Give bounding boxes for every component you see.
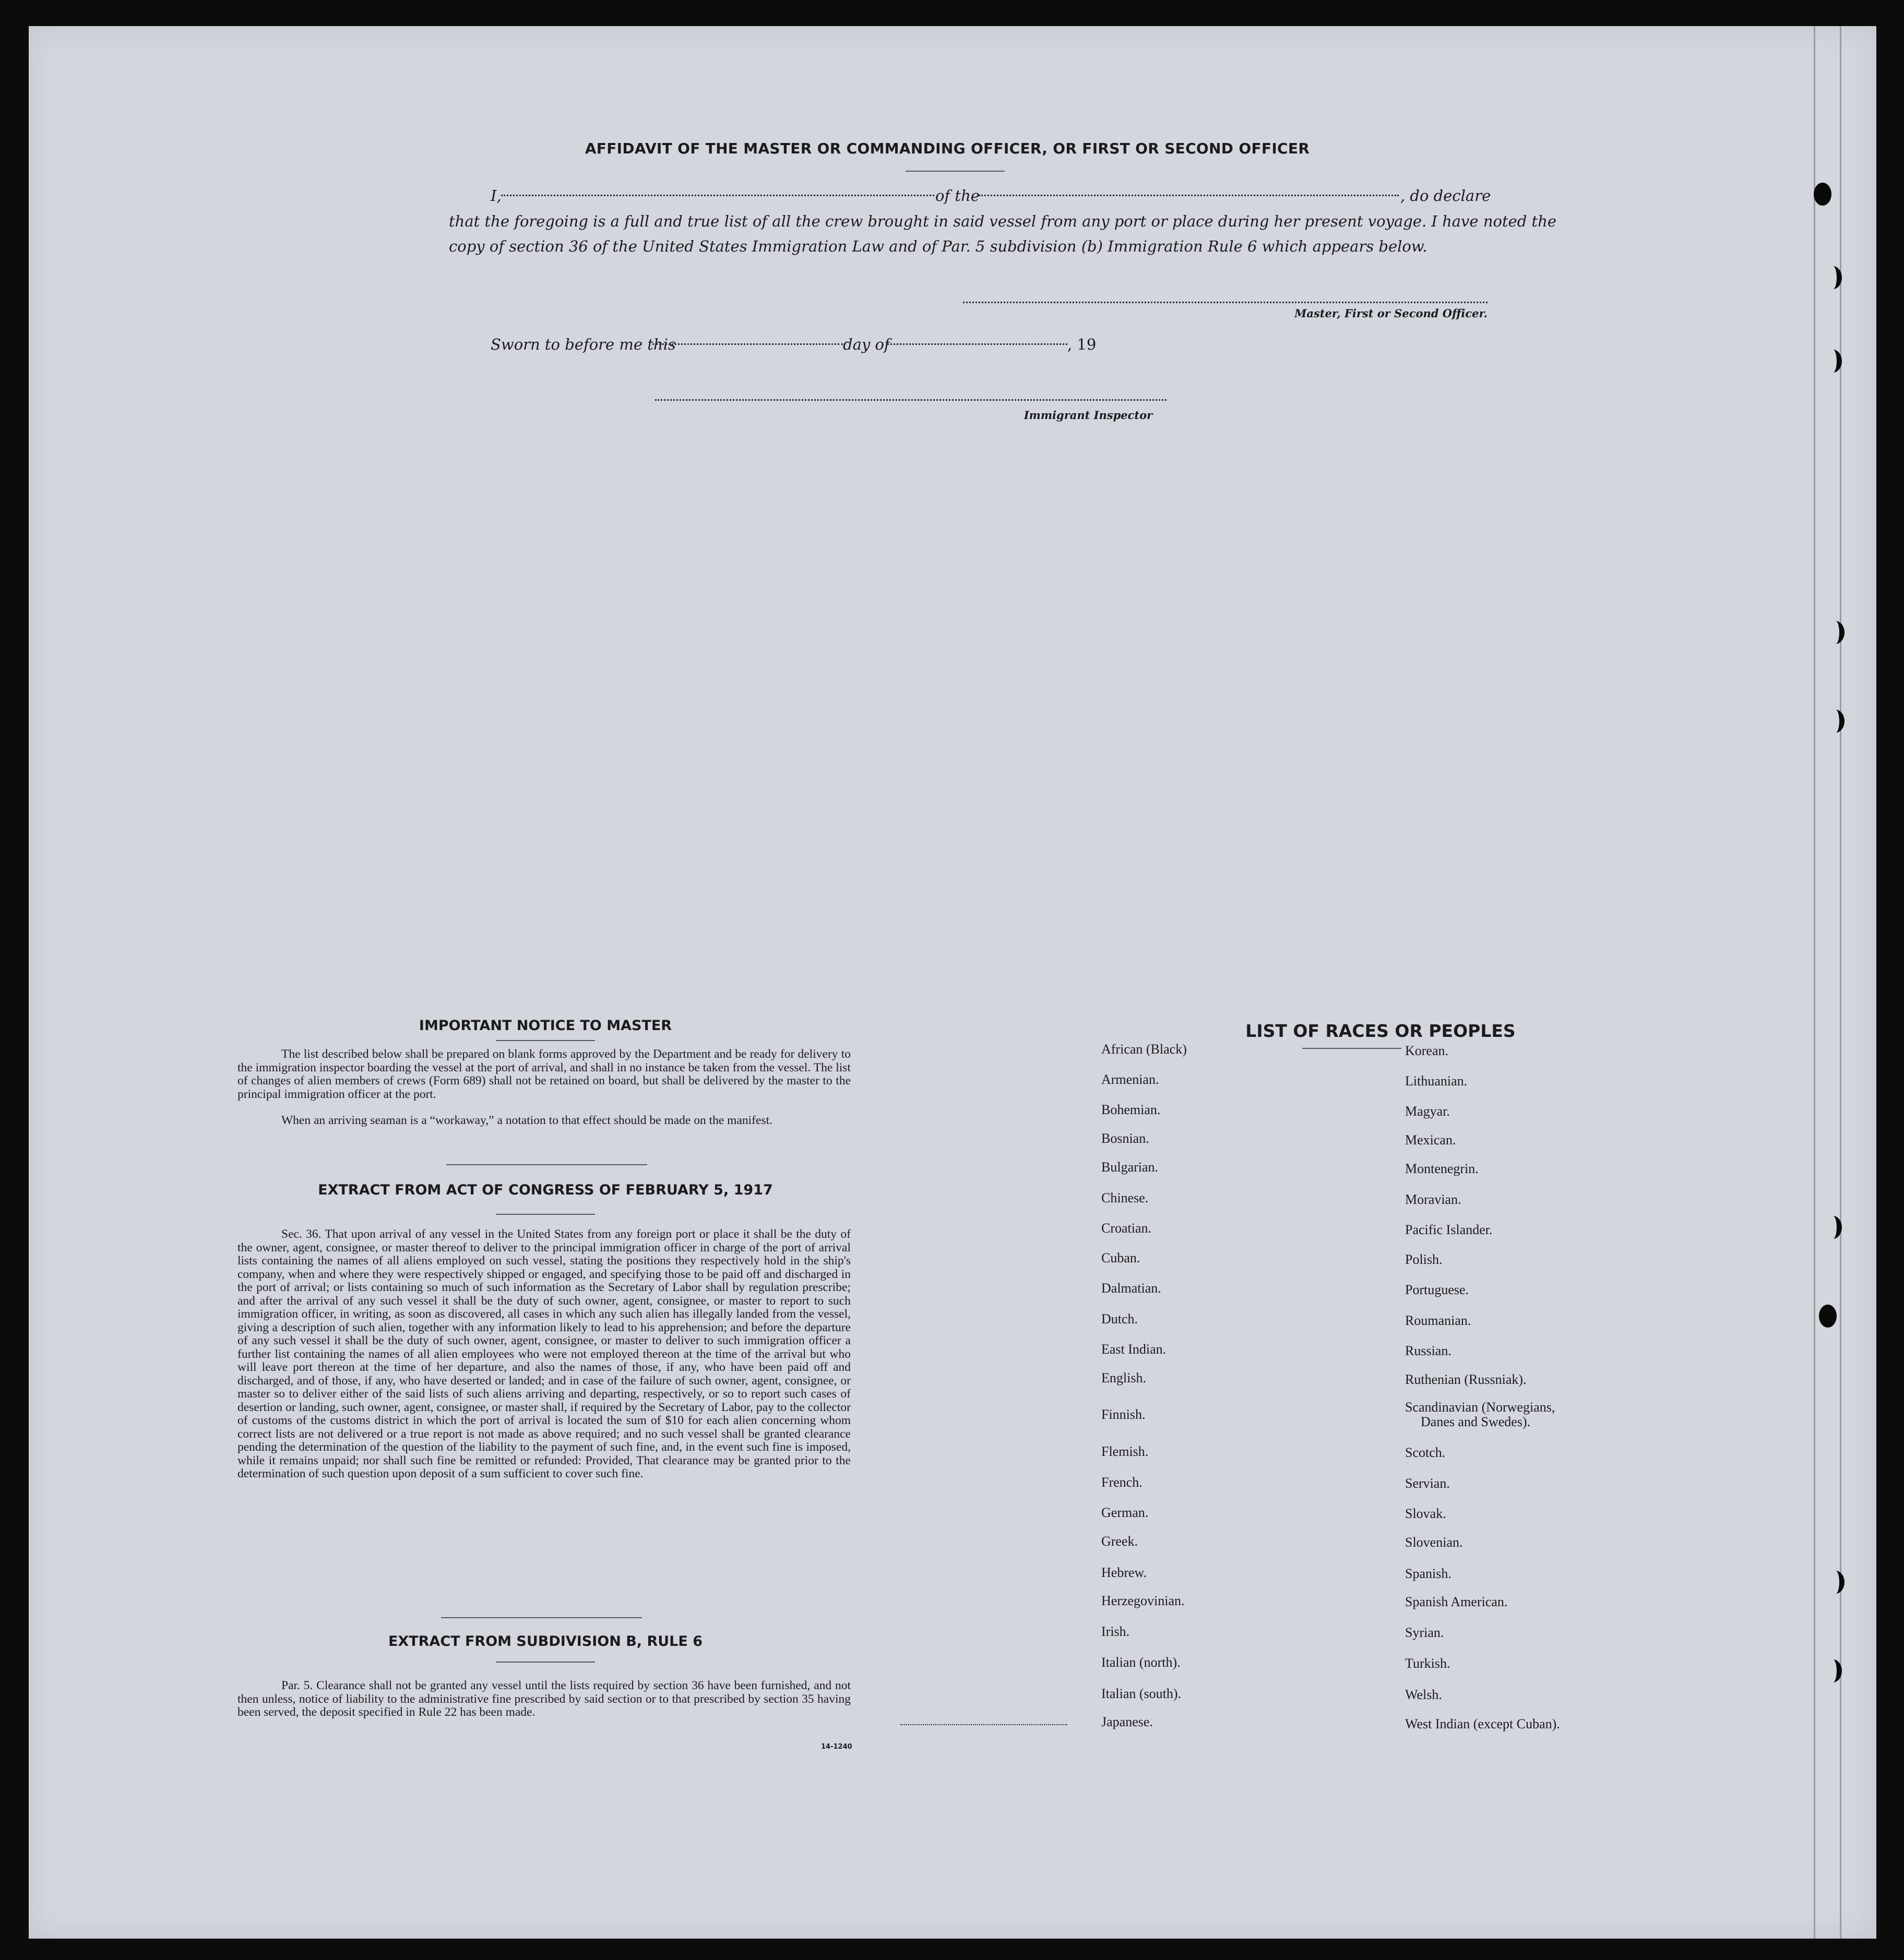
officer-name-field[interactable] bbox=[501, 195, 934, 196]
race-item: Syrian. bbox=[1405, 1625, 1444, 1640]
affidavit-declare-label: , do declare bbox=[1400, 187, 1491, 205]
binder-hole bbox=[1819, 1305, 1837, 1328]
title-divider bbox=[496, 1662, 595, 1663]
vessel-name-field[interactable] bbox=[979, 195, 1399, 196]
race-item: Hebrew. bbox=[1101, 1565, 1147, 1580]
race-item: Cuban. bbox=[1101, 1250, 1140, 1265]
binder-hole bbox=[1824, 266, 1842, 289]
page-edge-line bbox=[1814, 26, 1815, 1939]
notice-paragraph: The list described below shall be prepared on blank forms approved by the Department and be ready for delivery to the immigration inspector boarding the vessel at the port of arrival, and shall in no instance be taken from the vessel. The list of changes of alien members of crews (Form 689) shall not be retained on board, but shall be delivered by the master to the principal immigration officer at the port. bbox=[237, 1047, 851, 1101]
binder-hole bbox=[1827, 1571, 1844, 1594]
race-item: Russian. bbox=[1405, 1343, 1451, 1358]
race-item: Bohemian. bbox=[1101, 1102, 1161, 1117]
section-divider bbox=[446, 1164, 647, 1165]
race-item: Italian (north). bbox=[1101, 1655, 1181, 1670]
master-signature-field[interactable] bbox=[963, 302, 1487, 303]
form-number: 14-1240 bbox=[821, 1743, 852, 1751]
race-item: Finnish. bbox=[1101, 1407, 1146, 1422]
title-divider bbox=[1302, 1048, 1401, 1049]
title-divider bbox=[906, 171, 1005, 172]
race-item: Dalmatian. bbox=[1101, 1281, 1161, 1296]
day-of-label: day of bbox=[843, 336, 890, 353]
race-item: Greek. bbox=[1101, 1534, 1138, 1549]
race-item: Slovenian. bbox=[1405, 1535, 1463, 1550]
race-item: Ruthenian (Russniak). bbox=[1405, 1372, 1527, 1387]
binder-hole bbox=[1814, 183, 1831, 206]
race-item: Italian (south). bbox=[1101, 1686, 1182, 1701]
race-item: German. bbox=[1101, 1505, 1149, 1520]
act-extract-title: EXTRACT FROM ACT OF CONGRESS OF FEBRUARY 5, 1917 bbox=[318, 1182, 773, 1198]
race-item: Turkish. bbox=[1405, 1656, 1450, 1671]
race-item: Chinese. bbox=[1101, 1190, 1149, 1205]
race-item: Lithuanian. bbox=[1405, 1073, 1468, 1089]
dotted-leader bbox=[900, 1724, 1067, 1725]
affidavit-of-the-label: of the bbox=[935, 187, 980, 205]
manifest-page bbox=[29, 26, 1876, 1939]
inspector-signature-field[interactable] bbox=[655, 399, 1167, 401]
race-item: Bulgarian. bbox=[1101, 1160, 1159, 1175]
section-divider bbox=[441, 1617, 642, 1618]
race-item: Armenian. bbox=[1101, 1072, 1159, 1087]
binder-hole bbox=[1824, 1659, 1842, 1682]
race-item: Irish. bbox=[1101, 1624, 1130, 1639]
affidavit-statement-line: that the foregoing is a full and true list of all the crew brought in said vessel from any port or place during her present voyage. I have noted the bbox=[449, 212, 1557, 230]
notice-title: IMPORTANT NOTICE TO MASTER bbox=[419, 1018, 672, 1034]
race-item: Flemish. bbox=[1101, 1444, 1149, 1459]
page-edge-line bbox=[1840, 26, 1841, 1939]
race-item: Herzegovinian. bbox=[1101, 1593, 1185, 1608]
binder-hole bbox=[1824, 1216, 1842, 1239]
race-item: Montenegrin. bbox=[1405, 1161, 1479, 1176]
title-divider bbox=[496, 1214, 595, 1215]
race-item: Servian. bbox=[1405, 1476, 1450, 1491]
binder-hole bbox=[1827, 710, 1844, 733]
race-item: African (Black) bbox=[1101, 1042, 1187, 1057]
race-item: Bosnian. bbox=[1101, 1131, 1149, 1146]
race-item: Welsh. bbox=[1405, 1687, 1442, 1702]
race-item: Pacific Islander. bbox=[1405, 1222, 1493, 1237]
title-divider bbox=[496, 1040, 595, 1041]
race-item: Slovak. bbox=[1405, 1506, 1446, 1521]
race-item: Spanish. bbox=[1405, 1566, 1451, 1581]
race-item: West Indian (except Cuban). bbox=[1405, 1716, 1560, 1731]
notice-paragraph: When an arriving seaman is a “workaway,” a notation to that effect should be made on the manifest. bbox=[281, 1114, 772, 1127]
race-item: Korean. bbox=[1405, 1043, 1449, 1058]
year-label: , 19 bbox=[1067, 336, 1097, 353]
sworn-month-field[interactable] bbox=[887, 343, 1067, 345]
race-item: French. bbox=[1101, 1475, 1143, 1490]
affidavit-statement-line: copy of section 36 of the United States Immigration Law and of Par. 5 subdivision (b) Immigration Rule 6 which appears below. bbox=[449, 237, 1427, 255]
rule-extract-text: Par. 5. Clearance shall not be granted any vessel until the lists required by section 36 have been furnished, and not then unless, notice of liability to the administrative fine prescribed by said section or to that prescribed by section 35 having been served, the deposit specified in Rule 22 has been made. bbox=[237, 1679, 851, 1719]
race-item: Roumanian. bbox=[1405, 1313, 1471, 1328]
races-title: LIST OF RACES OR PEOPLES bbox=[1245, 1021, 1516, 1041]
sworn-label: Sworn to before me this bbox=[491, 336, 676, 353]
race-item: Scandinavian (Norwegians, bbox=[1405, 1400, 1555, 1415]
rule-extract-title: EXTRACT FROM SUBDIVISION B, RULE 6 bbox=[388, 1633, 703, 1650]
race-item: Danes and Swedes). bbox=[1421, 1414, 1531, 1429]
race-item: East Indian. bbox=[1101, 1342, 1167, 1357]
race-item: Dutch. bbox=[1101, 1311, 1138, 1326]
race-item: Croatian. bbox=[1101, 1221, 1152, 1236]
race-item: Mexican. bbox=[1405, 1132, 1456, 1148]
binder-hole bbox=[1827, 621, 1844, 644]
race-item: Scotch. bbox=[1405, 1445, 1446, 1460]
sworn-day-field[interactable] bbox=[652, 343, 843, 345]
race-item: Spanish American. bbox=[1405, 1594, 1508, 1609]
race-item: Moravian. bbox=[1405, 1192, 1461, 1207]
binder-hole bbox=[1824, 350, 1842, 373]
act-extract-text: Sec. 36. That upon arrival of any vessel in the United States from any foreign port or place it shall be the duty of the owner, agent, consignee, or master thereof to deliver to the principal immigration officer in charge of the port of arrival lists containing the names of all aliens employed on such vessel, stating the positions they respectively hold in the ship's company, when and where they were respectively shipped or engaged, and specifying those to be paid off and discharged in the port of arrival; or lists containing so much of such information as the Secretary of Labor shall by regulation prescribe; and after the arrival of any such vessel it shall be the duty of such owner, agent, consignee, or master to report to such immigration officer, in writing, as soon as discovered, all cases in which any such alien has illegally landed from the vessel, giving a description of such alien, together with any information likely to lead to his apprehension; and before the departure of any such vessel it shall be the duty of such owner, agent, consignee, or master to deliver to such immigration officer a further list containing the names of all alien employees who were not employed thereon at the time of the arrival but who will leave port thereon at the time of her departure, and also the names of those, if any, who have been paid off and discharged, and of those, if any, who have deserted or landed; and in case of the failure of such owner, agent, consignee, or master so to deliver either of the said lists of such aliens arriving and departing, respectively, or so to report such cases of desertion or landing, such owner, agent, consignee, or master shall, if required by the Secretary of Labor, pay to the collector of customs of the customs district in which the port of arrival is located the sum of $10 for each alien concerning whom correct lists are not delivered or a true report is not made as above required; and no such vessel shall be granted clearance pending the determination of the question of the liability to the payment of such fine, and, in the event such fine is imposed, while it remains unpaid; nor shall such fine be remitted or refunded: Provided, That clearance may be granted prior to the determination of such question upon deposit of a sum sufficient to cover such fine. bbox=[237, 1227, 851, 1480]
race-item: Magyar. bbox=[1405, 1104, 1450, 1119]
race-item: English. bbox=[1101, 1370, 1146, 1385]
inspector-label: Immigrant Inspector bbox=[1024, 409, 1153, 422]
master-signature-label: Master, First or Second Officer. bbox=[1294, 307, 1487, 320]
race-item: Japanese. bbox=[1101, 1714, 1153, 1729]
affidavit-i-label: I, bbox=[491, 187, 502, 205]
race-item: Portuguese. bbox=[1405, 1282, 1469, 1297]
affidavit-title: AFFIDAVIT OF THE MASTER OR COMMANDING OFFICER, OR FIRST OR SECOND OFFICER bbox=[585, 140, 1310, 157]
race-item: Polish. bbox=[1405, 1252, 1443, 1267]
